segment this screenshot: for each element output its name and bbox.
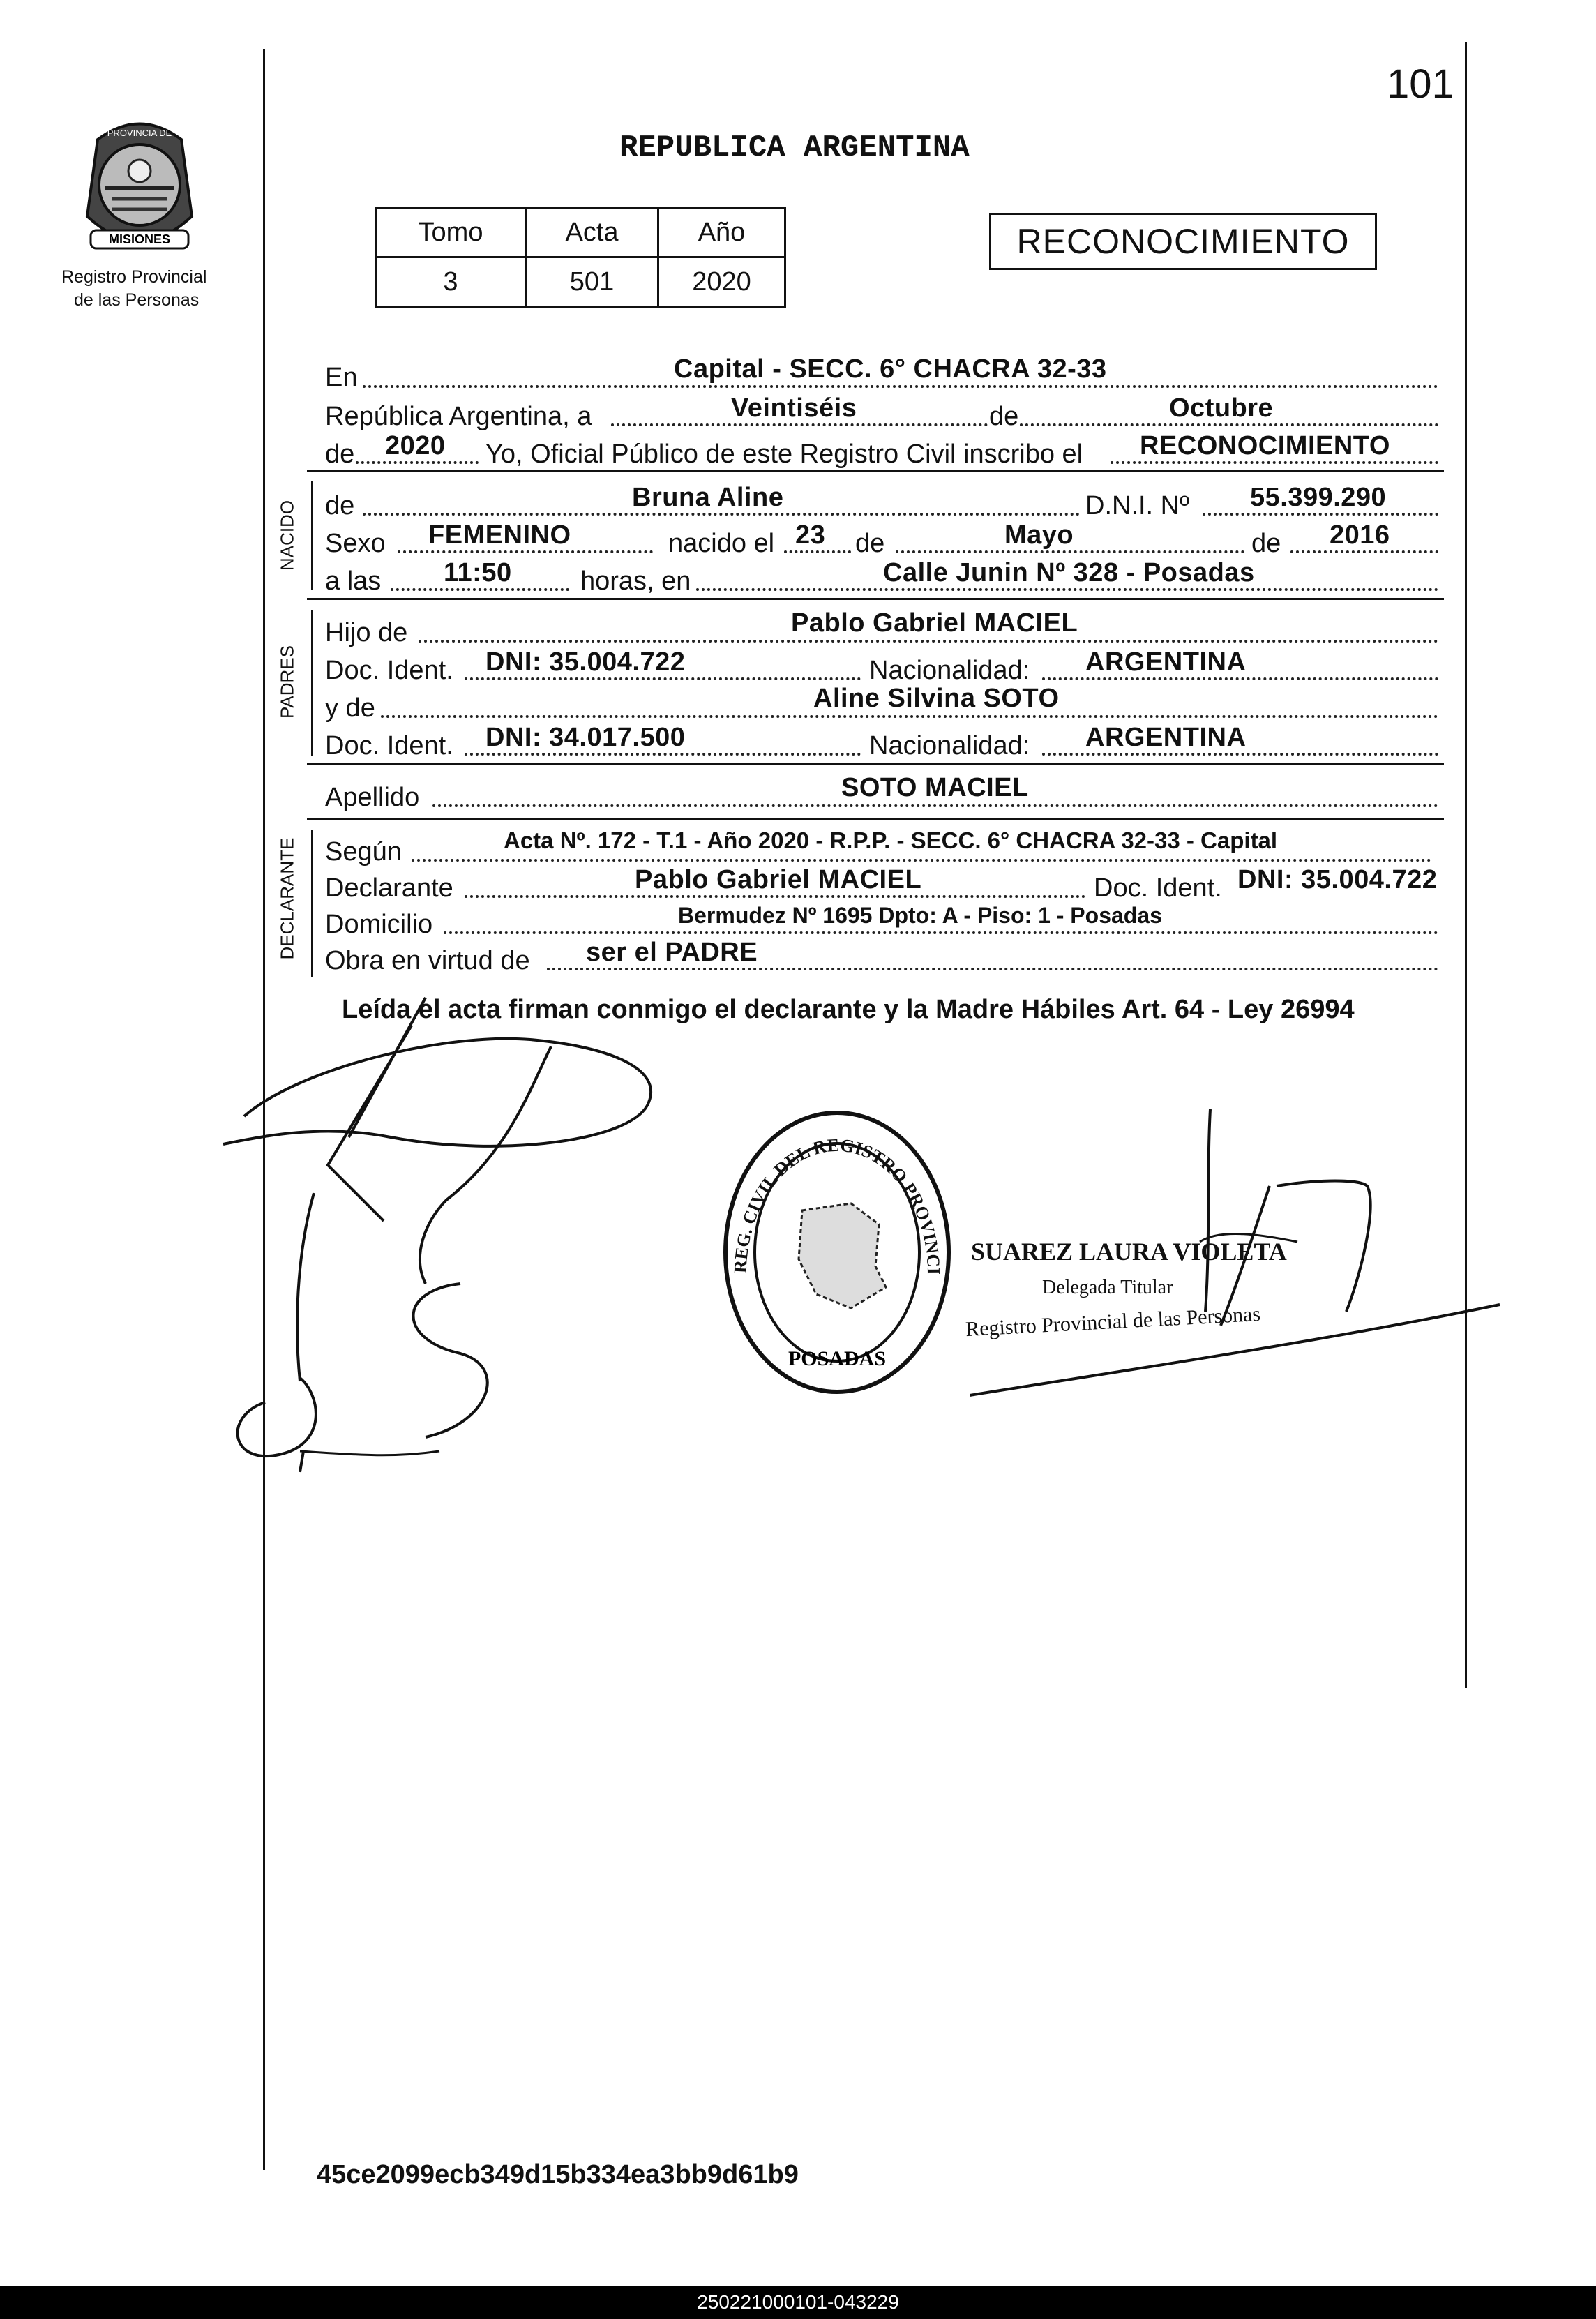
declarante-doc-label: Doc. Ident.: [1094, 873, 1222, 903]
dots: [784, 550, 851, 553]
declarant-signature: [216, 991, 663, 1479]
divider-4: [307, 818, 1444, 820]
segun-label: Según: [325, 837, 402, 866]
dots: [1042, 753, 1438, 756]
birth-year: 2016: [1330, 520, 1390, 550]
de-label-nacido-2: de: [855, 529, 885, 558]
dots: [547, 968, 1438, 970]
dots: [611, 423, 988, 426]
dots: [363, 513, 1080, 516]
dots: [1203, 513, 1438, 516]
dots: [696, 588, 1438, 591]
value-tomo: 3: [376, 257, 526, 307]
en-label: En: [325, 363, 358, 392]
official-seal: [718, 1106, 956, 1399]
father-doc-label: Doc. Ident.: [325, 656, 453, 685]
yde-label: y de: [325, 693, 375, 723]
de-label-2: de: [325, 440, 355, 469]
emblem-icon: [70, 112, 209, 262]
record-table: [375, 207, 786, 308]
svg-text:PROVINCIA DE: PROVINCIA DE: [107, 128, 172, 138]
mother-doc-label: Doc. Ident.: [325, 731, 453, 760]
birth-time: 11:50: [444, 558, 512, 587]
declarante-section-label: DECLARANTE: [276, 837, 298, 960]
child-dni: 55.399.290: [1250, 483, 1387, 512]
mother-name: Aline Silvina SOTO: [813, 684, 1060, 713]
document-hash: 45ce2099ecb349d15b334ea3bb9d61b9: [317, 2160, 799, 2189]
sexo-label: Sexo: [325, 529, 386, 558]
padres-bar: [311, 610, 313, 756]
svg-text:POSADAS: POSADAS: [788, 1347, 887, 1370]
divider-3: [307, 763, 1444, 765]
record-table-values: [376, 257, 785, 307]
registry-caption-2: de las Personas: [74, 290, 200, 310]
svg-text:REG. CIVIL DEL REGISTRO PROVIN: REG. CIVIL DEL REGISTRO PROVINCI: [730, 1134, 944, 1275]
birth-day: 23: [795, 520, 826, 550]
de-label-nacido-3: de: [1251, 529, 1281, 558]
a-las-label: a las: [325, 566, 382, 596]
segun-value: Acta Nº. 172 - T.1 - Año 2020 - R.P.P. - SECC. 6° CHACRA 32-33 - Capital: [504, 827, 1278, 853]
declarante-name: Pablo Gabriel MACIEL: [635, 865, 922, 894]
month-value: Octubre: [1169, 393, 1274, 423]
seal-icon: [718, 1106, 956, 1399]
dots: [391, 588, 569, 591]
header-tomo: Tomo: [376, 208, 526, 257]
divider-2: [307, 598, 1444, 600]
dots: [381, 715, 1438, 718]
province-emblem: [70, 112, 209, 262]
dots: [1290, 550, 1438, 553]
republica-label: República Argentina, a: [325, 402, 592, 431]
dots: [363, 385, 1438, 388]
value-ano: 2020: [658, 257, 785, 307]
header-acta: Acta: [526, 208, 658, 257]
document-type-box: [989, 213, 1377, 270]
father-name: Pablo Gabriel MACIEL: [791, 608, 1078, 638]
child-name: Bruna Aline: [632, 483, 784, 512]
record-table-header: [376, 208, 785, 257]
year-value: 2020: [385, 431, 446, 460]
dots: [356, 461, 479, 464]
dots: [444, 931, 1438, 934]
divider-1: [307, 470, 1444, 472]
dots: [398, 550, 653, 553]
declarante-label: Declarante: [325, 873, 453, 903]
declarante-bar: [311, 830, 313, 977]
act-type-value: RECONOCIMIENTO: [1140, 431, 1390, 460]
birth-place: Calle Junin Nº 328 - Posadas: [883, 558, 1255, 587]
father-doc: DNI: 35.004.722: [485, 647, 686, 677]
dots: [1020, 423, 1438, 426]
mother-nac-label: Nacionalidad:: [869, 731, 1030, 760]
de-label-nacido: de: [325, 491, 355, 520]
domicilio-label: Domicilio: [325, 910, 433, 939]
inscribo-text: Yo, Oficial Público de este Registro Civil inscribo el: [485, 440, 1083, 469]
header-ano: Año: [658, 208, 785, 257]
dots: [432, 804, 1438, 807]
father-nationality: ARGENTINA: [1085, 647, 1247, 677]
nacido-label: nacido el: [668, 529, 775, 558]
dots: [419, 640, 1438, 643]
page-number: 101: [1387, 61, 1454, 107]
dots: [1042, 677, 1438, 680]
mother-nationality: ARGENTINA: [1085, 723, 1247, 752]
de-label-1: de: [989, 402, 1019, 431]
official-role: Delegada Titular: [1042, 1277, 1173, 1298]
official-signature: [970, 1102, 1507, 1423]
dots: [465, 895, 1085, 898]
dots: [412, 859, 1431, 862]
closing-statement: Leída el acta firman conmigo el declarante y la Madre Hábiles Art. 64 - Ley 26994: [342, 995, 1355, 1024]
value-acta: 501: [526, 257, 658, 307]
obra-label: Obra en virtud de: [325, 946, 530, 975]
dni-label: D.N.I. Nº: [1085, 491, 1189, 520]
footer-code: 250221000101-043229: [697, 2291, 899, 2313]
nacido-section-label: NACIDO: [276, 500, 298, 571]
mother-doc: DNI: 34.017.500: [485, 723, 686, 752]
day-value: Veintiséis: [731, 393, 857, 423]
sexo-value: FEMENINO: [428, 520, 571, 550]
registry-caption-1: Registro Provincial: [61, 267, 207, 287]
domicilio-value: Bermudez Nº 1695 Dpto: A - Piso: 1 - Posadas: [678, 903, 1162, 928]
right-margin-line: [1465, 42, 1467, 1688]
dots: [1111, 461, 1438, 464]
place-value: Capital - SECC. 6° CHACRA 32-33: [674, 354, 1107, 384]
nacido-bar: [311, 481, 313, 590]
document-type: RECONOCIMIENTO: [1016, 222, 1350, 261]
official-name: SUAREZ LAURA VIOLETA: [971, 1238, 1287, 1266]
horas-label: horas, en: [580, 566, 691, 596]
page-title: REPUBLICA ARGENTINA: [619, 130, 970, 165]
official-office: Registro Provincial de las Personas: [965, 1302, 1261, 1342]
dots: [896, 550, 1244, 553]
father-nac-label: Nacionalidad:: [869, 656, 1030, 685]
apellido-label: Apellido: [325, 783, 420, 812]
obra-value: ser el PADRE: [586, 938, 758, 967]
declarante-doc: DNI: 35.004.722: [1237, 865, 1438, 894]
apellido-value: SOTO MACIEL: [841, 773, 1029, 802]
dots: [465, 677, 861, 680]
birth-month: Mayo: [1004, 520, 1074, 550]
footer-bar: [0, 2286, 1596, 2319]
hijo-label: Hijo de: [325, 618, 408, 647]
padres-section-label: PADRES: [276, 645, 298, 719]
svg-text:MISIONES: MISIONES: [108, 232, 171, 246]
dots: [465, 753, 861, 756]
